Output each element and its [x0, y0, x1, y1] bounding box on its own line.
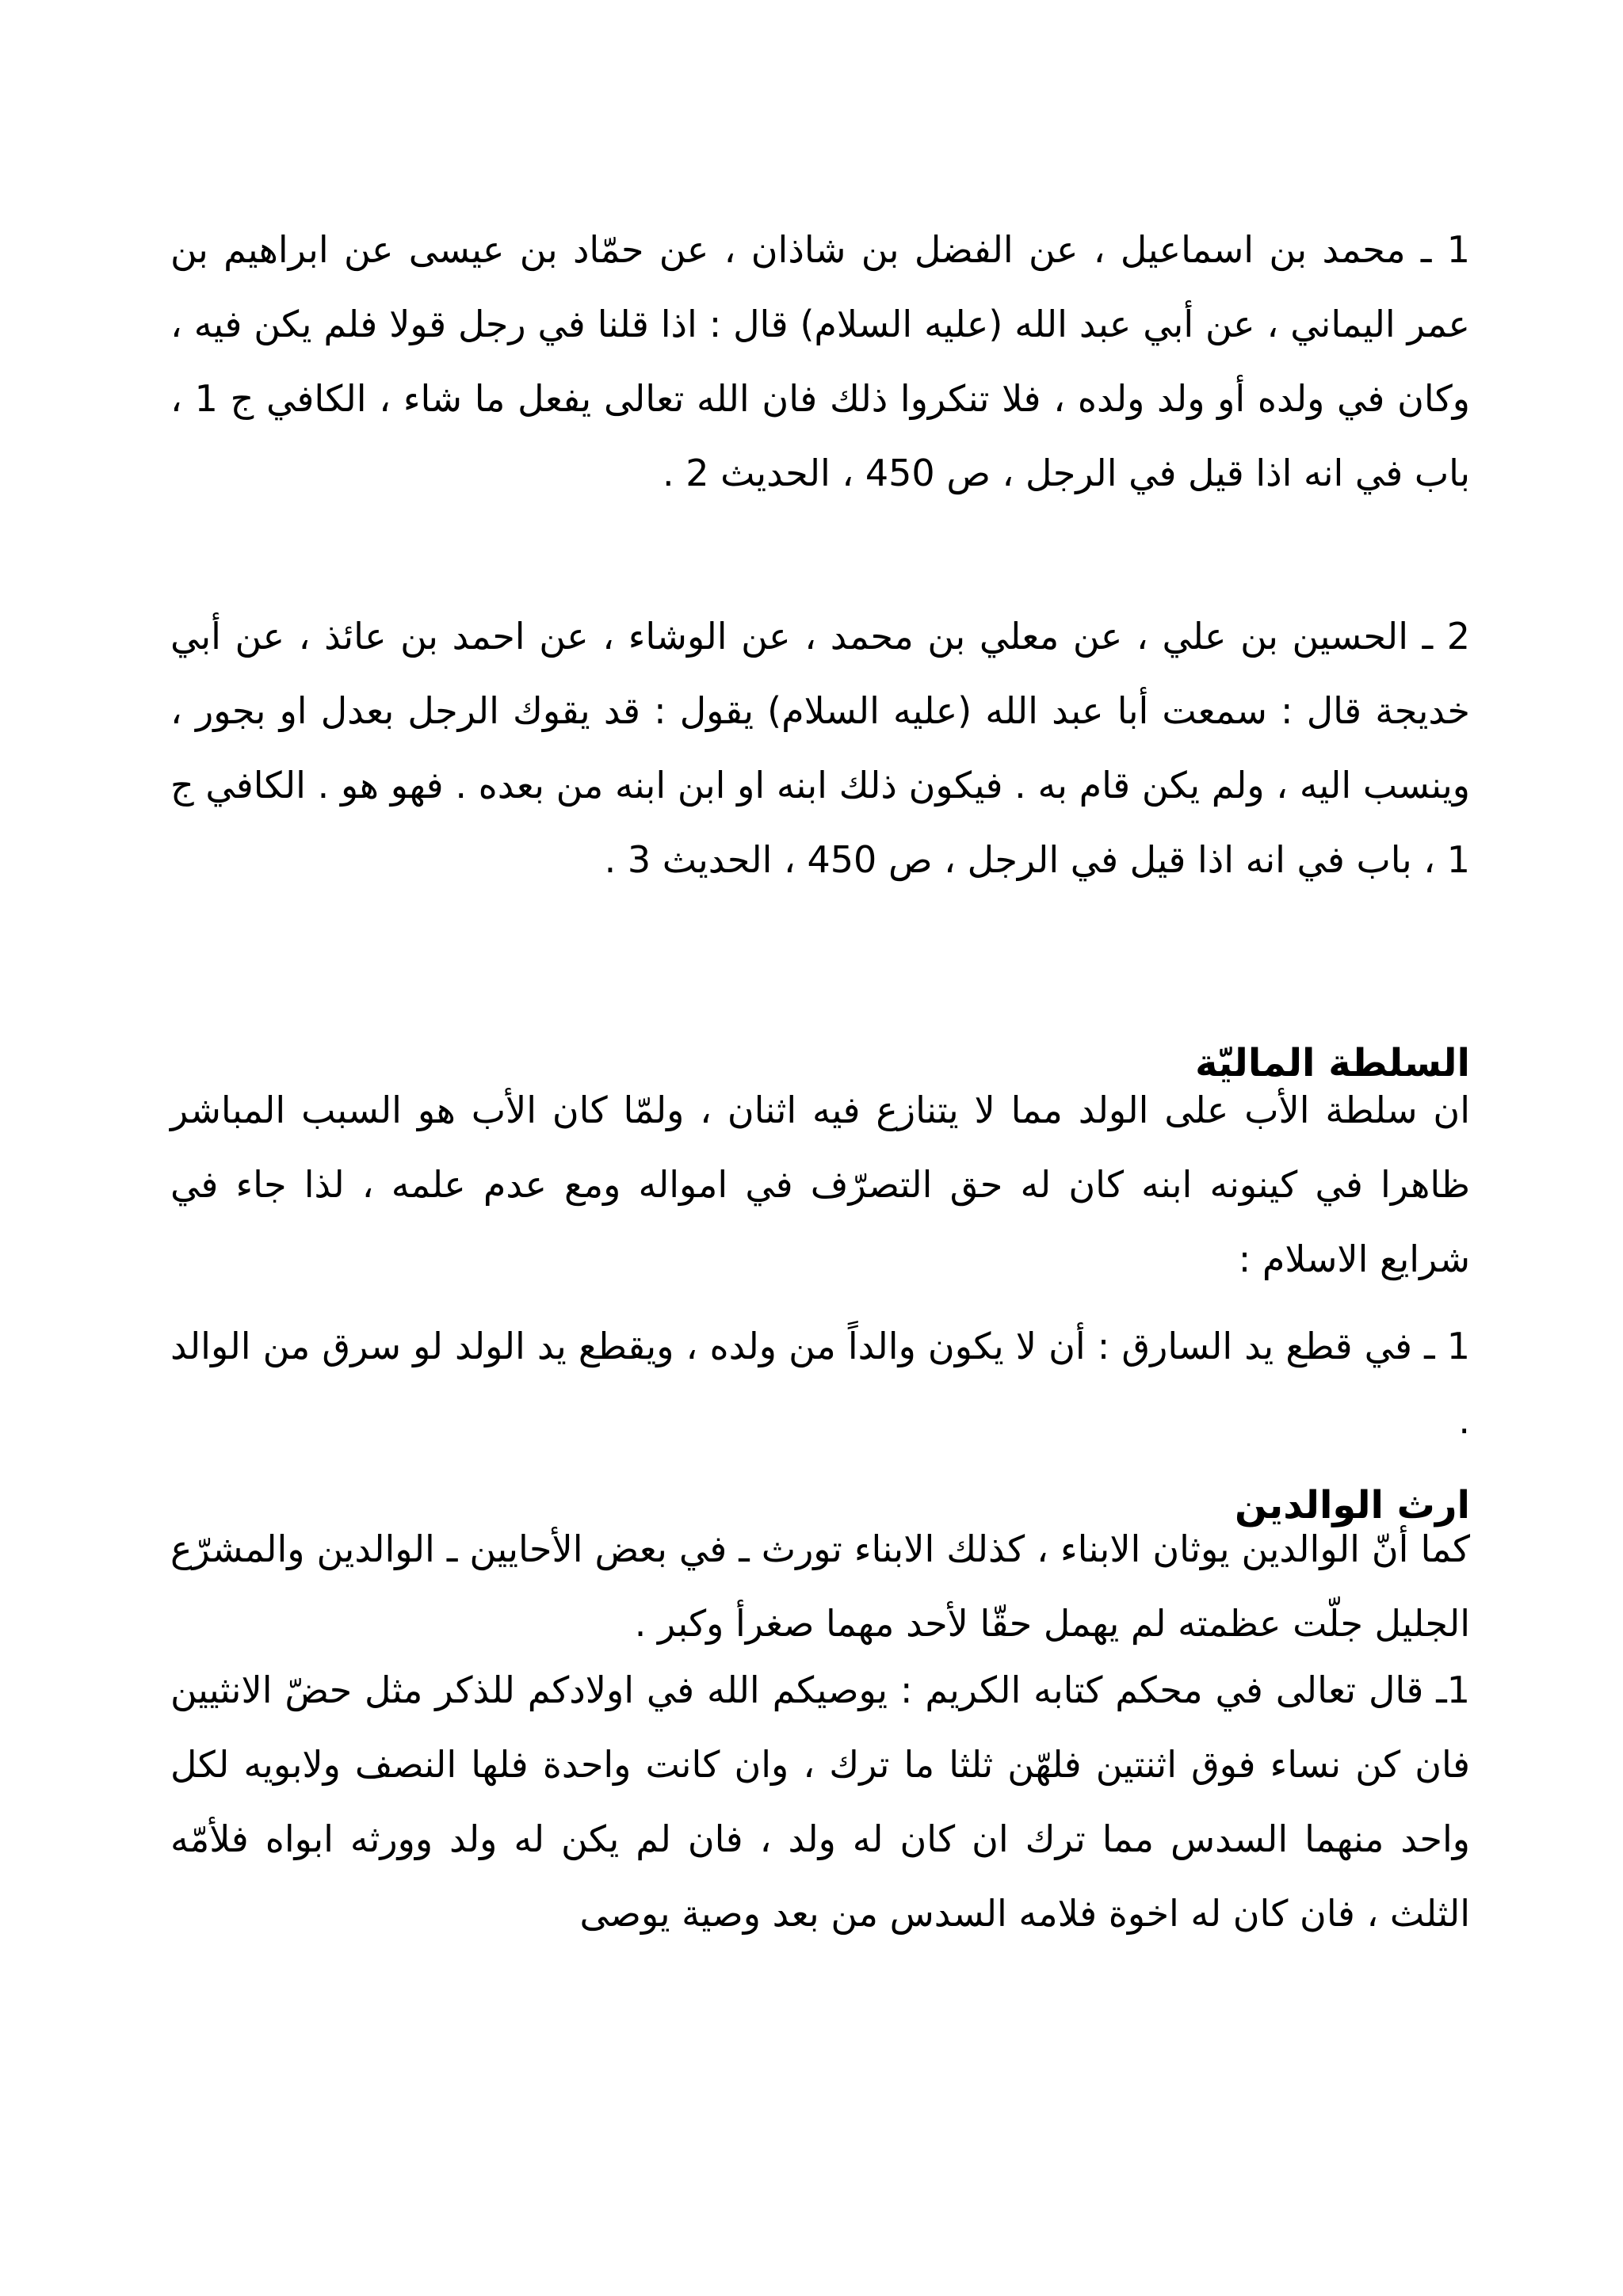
section-heading-parents-inheritance: ارث الوالدين [1234, 1483, 1470, 1527]
theft-ruling-paragraph: 1 ـ في قطع يد السارق : أن لا يكون والداً من ولده ، ويقطع يد الولد لو سرق من الوالد . [170, 1325, 1470, 1442]
quran-verse-paragraph: 1ـ قال تعالى في محكم كتابه الكريم : يوصيكم الله في اولادكم للذكر مثل حضّ الانثيين فان كن نساء فوق اثنتين فلهّن ثلثا ما ترك ، وان كانت واحدة فلها النصف ولابويه لكل واحد منهما السدس مما ترك ان كان له ولد ، فان لم يكن له ولد وورثه ابواه فلأمّه الثلث ، فان كان له اخوة فلامه السدس من بعد وصية يوصى [170, 1669, 1470, 1935]
section-heading-financial-authority: السلطة الماليّة [1195, 1041, 1470, 1085]
hadith-paragraph-1: 1 ـ محمد بن اسماعيل ، عن الفضل بن شاذان ، عن حمّاد بن عيسى عن ابراهيم بن عمر اليماني ، عن أبي عبد الله (عليه السلام) قال : اذا قلنا في رجل قولا فلم يكن فيه ، وكان في ولده أو ولد ولده ، فلا تنكروا ذلك فان الله تعالى يفعل ما شاء ، الكافي ج 1 ، باب في انه اذا قيل في الرجل ، ص 450 ، الحديث 2 . [170, 228, 1471, 494]
hadith-paragraph-2: 2 ـ الحسين بن علي ، عن معلي بن محمد ، عن الوشاء ، عن احمد بن عائذ ، عن أبي خديجة قال : سمعت أبا عبد الله (عليه السلام) يقول : قد يقوك الرجل بعدل او بجور ، وينسب اليه ، ولم يكن قام به . فيكون ذلك ابنه او ابن ابنه من بعده . فهو هو . الكافي ج 1 ، باب في انه اذا قيل في الرجل ، ص 450 ، الحديث 3 . [170, 615, 1470, 881]
financial-authority-paragraph: ان سلطة الأب على الولد مما لا يتنازع فيه اثنان ، ولمّا كان الأب هو السبب المباشر ظاهرا في كينونه ابنه كان له حق التصرّف في امواله ومع عدم علمه ، لذا جاء في شرايع الاسلام : [170, 1089, 1470, 1280]
parents-inheritance-paragraph: كما أنّ الوالدين يوثان الابناء ، كذلك الابناء تورث ـ في بعض الأحايين ـ الوالدين والمشرّع الجليل جلّت عظمته لم يهمل حقّا لأحد مهما صغرأ وكبر . [170, 1527, 1470, 1645]
